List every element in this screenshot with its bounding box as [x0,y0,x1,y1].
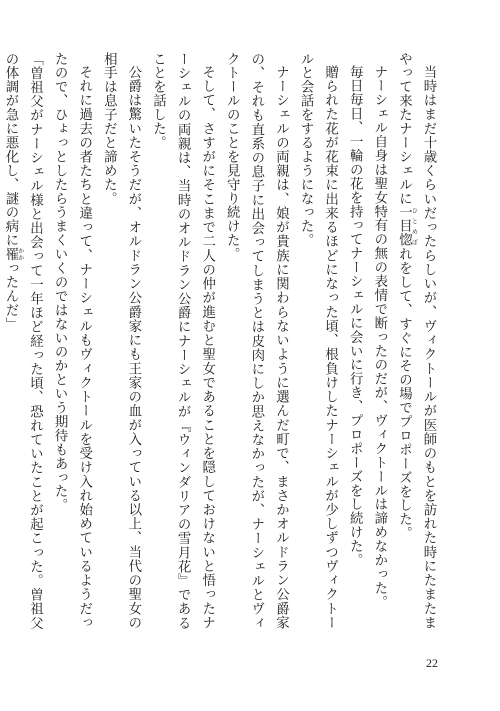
paragraph: 毎日毎日、一輪の花を持ってナーシェルに会いに行き、プロポーズをし続けた。 [347,65,363,568]
paragraph: そして、さすがにそこまで二人の仲が進むと聖女であることを隠しておけないと悟ったナーシェルの両親は、当時のオルドラン公爵にナーシェルが『ウィンダリアの雪月花』であることを話した。 [150,52,215,630]
furigana: ひとめぼ [410,205,418,248]
page-number: 22 [426,656,438,670]
dialogue-paragraph: 「曽祖父がナーシェル様と出会って一年ほど経った頃、恐れていたことが起こった。曽祖父の体調が急に悪化し、謎の病に罹 かかったんだ」 [2,52,43,630]
paragraph: 公爵は驚いたそうだが、オルドラン公爵家にも王家の血が入っている以上、当代の聖女の相手は息子だと諦めた。 [101,52,141,630]
vertical-text-block [2,52,440,630]
ruby-kakatta: 罹 かか [2,247,24,262]
paragraph: ナーシェル自身は聖女特有の無の表情で断ったのだが、ヴィクトールは諦めなかった。 [371,65,387,610]
ruby-hitomebore: 一目惚 ひとめぼ [396,205,418,248]
paragraph: 当時はまだ十歳くらいだったらしいが、ヴィクトールが医師のもとを訪れた時にたまたまやって来たナーシェルに一目惚 ひとめぼれをして、すぐにその場でプロポーズをした。 [396,52,436,630]
paragraph: それに過去の者たちと違って、ナーシェルもヴィクトールを受け入れ始めているようだったので、ひょっとしたらうまくいくのではないのかという期待もあった。 [52,52,92,630]
paragraph: 贈られた花が花束に出来るほどになった頃、根負けしたナーシェルが少しずつヴィクトールと会話をするようになった。 [298,52,338,630]
paragraph: ナーシェルの両親は、娘が貴族に関わらないように選んだ町で、まさかオルドラン公爵家の、それも直系の息子に出会ってしまうとは皮肉にしか思えなかったが、ナーシェルとヴィクトールのことを見守り続けた。 [224,52,289,630]
furigana: かか [16,247,24,262]
